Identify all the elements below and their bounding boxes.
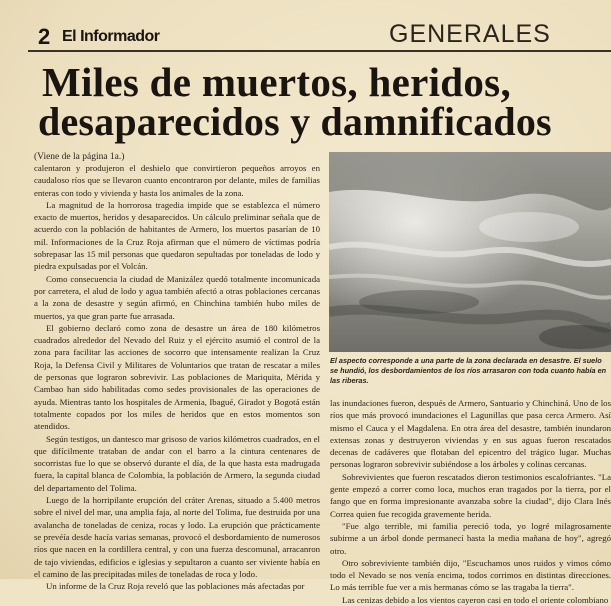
paragraph: Según testigos, un dantesco mar grisoso de varios kilómetros cuadrados, en el que difícilmente trataban de andar con el barro a la cintura centenares de socorristas fue lo que se observó durante el día, de la que hasta esta madrugada fuera, la capital blanca de Colombia, la población de Armero, la segunda ciudad del departamento del Tolima. [34, 433, 320, 493]
paragraph: calentaron y produjeron el deshielo que convirtieron pequeños arroyos en caudaloso ríos que se llevaron cuanto encontraron por delante, miles de familias enteras con todo y vivienda y hasta los animales de la zona. [34, 163, 320, 198]
masthead [28, 20, 611, 50]
paragraph: Sobrevivientes que fueron rescatados dieron testimonios escalofriantes. "La gente empezó a correr como loca, muchos eran tragados por la tierra, por el fango que en forma impresionante avanzaba sobre la ciudad", dijo Clara Inés Correa quien fue recogida gravemente herida. [330, 471, 611, 519]
photo-caption: El aspecto corresponde a una parte de la zona declarada en desastre. El suelo se hundió, los desbordamientos de los ríos arrasaron con toda cuanto había en las riberas. [330, 356, 607, 385]
continued-note: (Viene de la página 1a.) [34, 152, 125, 162]
paragraph: las inundaciones fueron, después de Armero, Santuario y Chinchiná. Uno de los ríos que más provocó inundaciones el Lagunillas que pasa cerca Armero. Así mismo el Cauca y el Magdalena. En otra área del desastre, también inundaron extensas zonas y destruyeron viviendas y en sus aguas fueron rescatados decenas de cadáveres que flotaban del epicentro del trágico lugar. Muchas personas lograron sobrevivir subiéndose a los árboles y colinas cercanas. [330, 398, 611, 470]
paragraph: "Fue algo terrible, mi familia pereció toda, yo logré milagrosamente subirme a un árbol donde permanecí hasta la media mañana de hoy", agregó otro. [330, 520, 611, 556]
header-rule [28, 50, 611, 52]
paragraph: La magnitud de la horrorosa tragedia impide que se establezca el número exacto de muertos, heridos y desaparecidos. Un cálculo preliminar señala que de acuerdo con la población de habitantes de Armero, los muertos pasarían de 10 mil. Informaciones de la Cruz Roja afirman que el número de víctimas podría sobrepasar las 15 mil personas que quedaron sepultadas por toneladas de lodo y piedra expulsadas por el Volcán. [34, 199, 320, 272]
article-column-left [34, 162, 320, 592]
section-title: GENERALES [389, 20, 551, 48]
headline-line-1: Miles de muertos, heridos, [42, 59, 511, 105]
paragraph: Un informe de la Cruz Roja reveló que las poblaciones más afectadas por [46, 581, 305, 592]
disaster-photo [329, 152, 611, 352]
paragraph: El gobierno declaró como zona de desastre un área de 180 kilómetros cuadrados alrededor del Nevado del Ruiz y el ejército asumió el control de la zona para facilitar las acciones de socorro que intensamente realizan la Cruz Roja, la Defensa Civil y Militares de Voluntarios que tratan de rescatar a miles de personas que lograron sobrevivir. Las poblaciones de Mariquita, Mérida y Cambao han sido habilitadas como sedes provisionales de las operaciones de ayuda. Mientras tanto los hospitales de Armenia, Ibagué, Giradot y Bogotá están totalmente copados por los miles de heridos que en estos momentos son atendidos. [34, 322, 320, 432]
article-column-right [330, 397, 611, 606]
headline-line-2: desaparecidos y damnificados [38, 99, 552, 144]
paragraph: Las cenizas debido a los vientos cayeron casi en todo el oriente colombiano [342, 594, 609, 605]
paragraph: Como consecuencia la ciudad de Manizález quedó totalmente incomunicada por carretera, el alud de lodo y agua también afectó a otras poblaciones cercanas a la zona de desastre y según afirmó, en Chinchina también hubo miles de muertos, ya que gran parte fue arrasada. [34, 273, 320, 321]
paragraph: Luego de la horripilante erupción del cráter Arenas, situado a 5.400 metros sobre el nivel del mar, una amplia faja, al norte del Tolima, fue destruida por una avalancha de toneladas de ceniza, rocas y lodo. La erupción que prácticamente se prevéía desde hacía varias semanas, provocó el desbordamiento de numerosos ríos que nacen en la cordillera central, y con una fuerza descomunal, arracanron de tajo viviendas, edificios e iglesias y sepultaron a cuanto ser viviente había en el camino de las precipitadas miles de toneladas de roca y lodo. [34, 495, 320, 579]
paragraph: Otro sobreviviente también dijo, "Escuchamos unos ruidos y vimos cómo todo el Nevado se nos venía encima, todos corrimos en distintas direcciones. Lo más terrible fue ver a mis hermanas cómo se las tragaba la tierra". [330, 557, 611, 593]
page-number: 2 [38, 24, 51, 49]
newspaper-name: El Informador [62, 28, 160, 45]
